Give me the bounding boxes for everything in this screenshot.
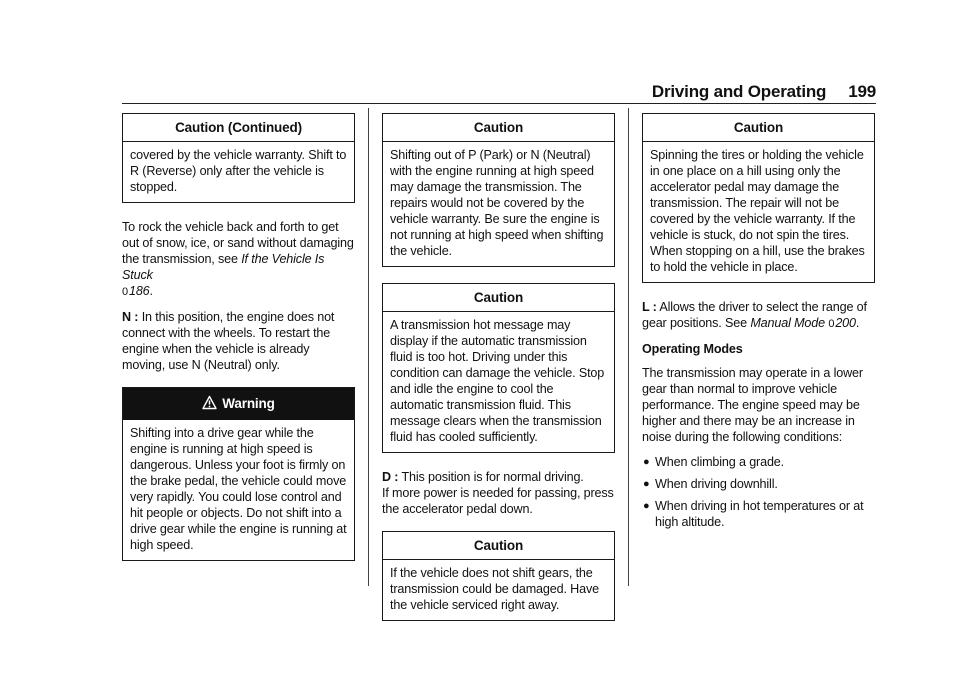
- caution-box-shifting: [382, 113, 615, 267]
- caution-box-spinning: [642, 113, 875, 283]
- warning-icon: [202, 395, 217, 414]
- neutral-label: N :: [122, 310, 139, 324]
- page-ref[interactable]: 200: [835, 316, 856, 330]
- page-number: 199: [848, 82, 876, 101]
- section-title: Driving and Operating: [651, 82, 827, 101]
- caution-box-shift-gears: [382, 531, 615, 621]
- caution-title: Caution: [383, 532, 614, 560]
- caution-title: Caution: [383, 114, 614, 142]
- rock-vehicle-paragraph: To rock the vehicle back and forth to get out of snow, ice, or sand without damaging the transmission, see If the Vehicle Is Stuck 0186.: [122, 220, 354, 298]
- page-ref-icon: 0: [122, 286, 128, 298]
- column-3: [642, 113, 875, 536]
- bullet-icon: ●: [643, 500, 650, 512]
- low-paragraph: L : Allows the driver to select the range of gear positions. See Manual Mode 0200.: [642, 300, 867, 330]
- list-item: ● When climbing a grade.: [643, 455, 785, 469]
- column-1: [122, 113, 355, 577]
- caution-body: Shifting out of P (Park) or N (Neutral) with the engine running at high speed may damage the transmission. The repairs would not be covered by the vehicle warranty. Be sure the engine is not running at high speed when shifting the vehicle.: [390, 148, 604, 258]
- caution-title: Caution (Continued): [123, 114, 354, 142]
- operating-modes-paragraph: The transmission may operate in a lower gear than normal to improve vehicle performance. The engine speed may be higher and there may be an increase in noise during the following conditions:: [642, 366, 863, 444]
- caution-body: A transmission hot message may display if the automatic transmission fluid is too hot. Driving under this condition can damage the vehicle. Stop and idle the engine to cool the automatic transmission fluid. This message clears when the transmission fluid has cooled sufficiently.: [390, 318, 605, 444]
- column-2: [382, 113, 615, 637]
- caution-continued-box: [122, 113, 355, 203]
- manual-mode-link[interactable]: Manual Mode: [750, 316, 825, 330]
- caution-title: Caution: [383, 284, 614, 312]
- bullet-icon: ●: [643, 478, 650, 490]
- drive-label: D :: [382, 470, 399, 484]
- bullet-icon: ●: [643, 456, 650, 468]
- conditions-list: [642, 454, 875, 530]
- page-ref-icon: 0: [828, 318, 835, 330]
- warning-title-bar: [123, 388, 354, 420]
- list-item: ● When driving downhill.: [643, 477, 778, 491]
- warning-box: [122, 387, 355, 561]
- caution-body: If the vehicle does not shift gears, the transmission could be damaged. Have the vehicle serviced right away.: [390, 566, 599, 612]
- drive-paragraph: D : This position is for normal driving. If more power is needed for passing, press the accelerator pedal down.: [382, 470, 614, 516]
- warning-body: Shifting into a drive gear while the engine is running at high speed is dangerous. Unless your foot is firmly on the brake pedal, the vehicle could move very rapidly. You could lose control and hit people or objects. Do not shift into a drive gear while the engine is running at high speed.: [130, 426, 347, 552]
- caution-title: Caution: [643, 114, 874, 142]
- operating-modes-heading: Operating Modes: [642, 342, 743, 356]
- caution-box-hot-message: [382, 283, 615, 453]
- low-label: L :: [642, 300, 657, 314]
- caution-body: Spinning the tires or holding the vehicle in one place on a hill using only the accelerator pedal may damage the transmission. The repair will not be covered by the vehicle warranty. If the vehicle is stuck, do not spin the tires. When stopping on a hill, use the brakes to hold the vehicle in place.: [650, 148, 865, 274]
- column-divider: [368, 108, 369, 586]
- header-rule: [122, 103, 876, 104]
- neutral-paragraph: N : In this position, the engine does not connect with the wheels. To restart the engine when the vehicle is already moving, use N (Neutral) only.: [122, 310, 335, 372]
- caution-body: covered by the vehicle warranty. Shift to R (Reverse) only after the vehicle is stopped.: [130, 148, 347, 194]
- page-header: [652, 82, 876, 102]
- column-divider: [628, 108, 629, 586]
- list-item: ● When driving in hot temperatures or at high altitude.: [643, 499, 864, 529]
- warning-title: Warning: [222, 396, 275, 411]
- stuck-link[interactable]: If the Vehicle Is Stuck: [122, 252, 325, 282]
- page-ref[interactable]: 186: [128, 284, 150, 298]
